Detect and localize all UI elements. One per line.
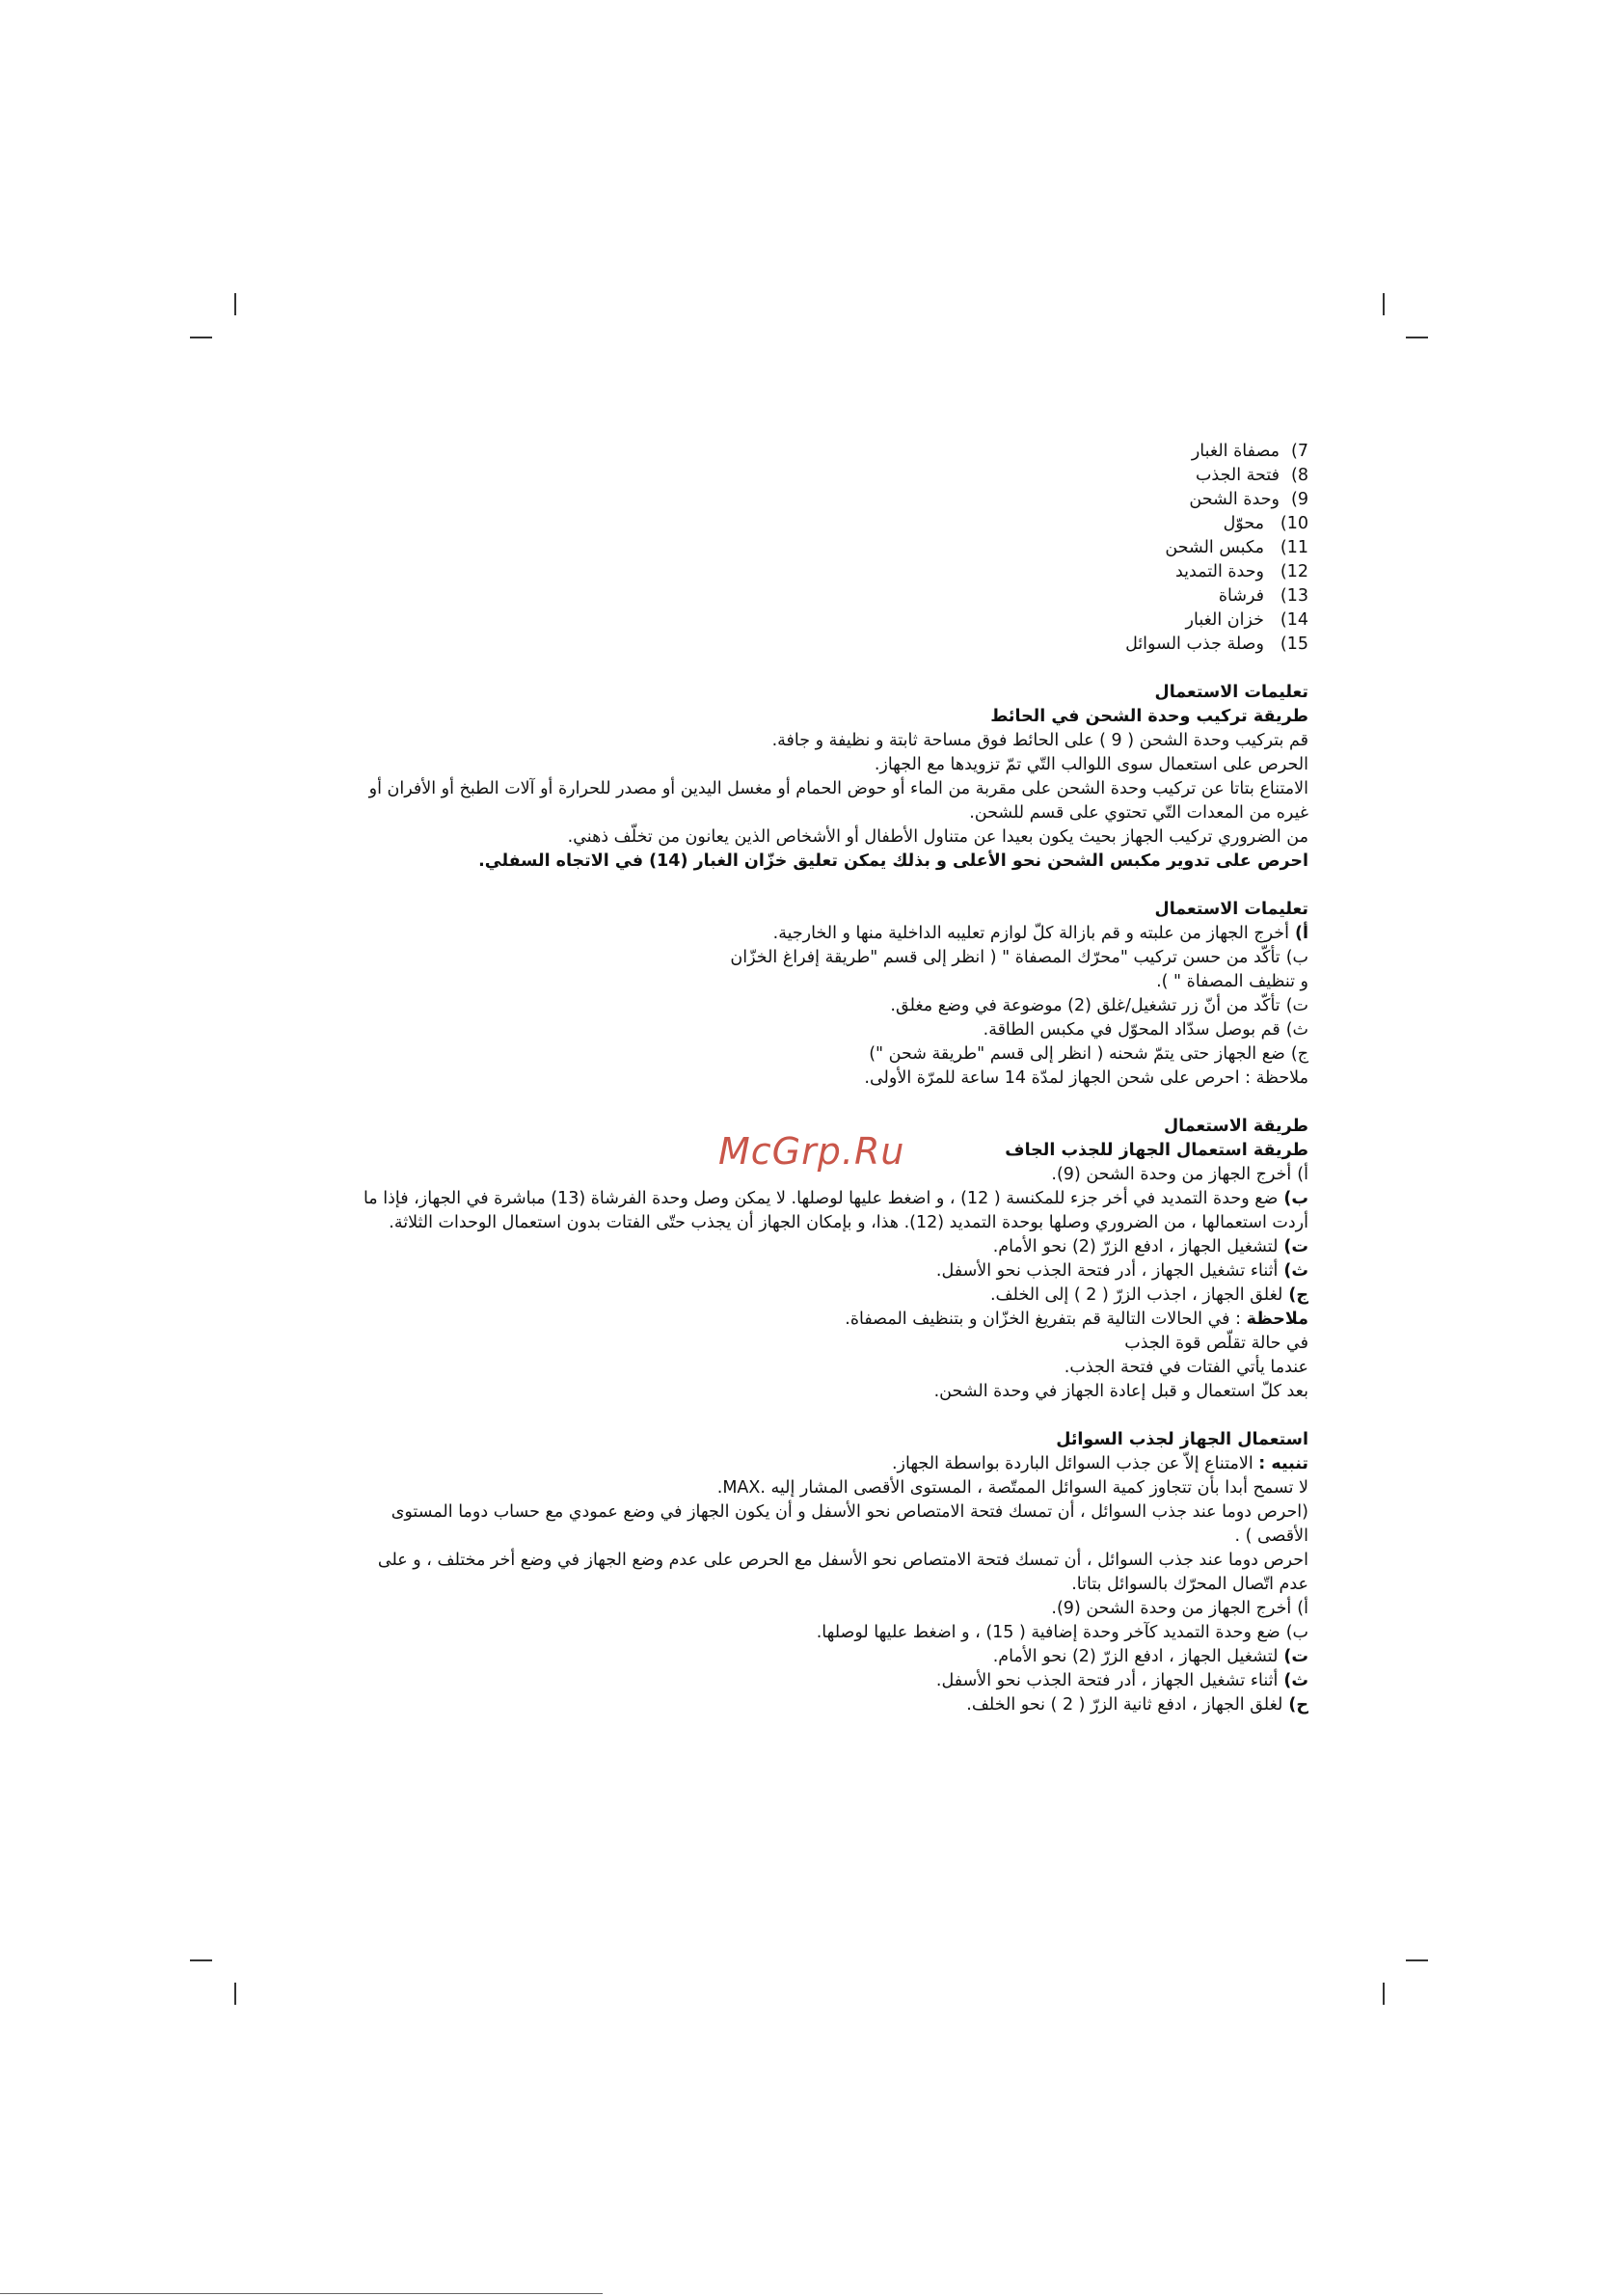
step-text: ضع وحدة التمديد كآخر وحدة إضافية ( 15) ، و اضغط عليها لوصلها. [816,1623,1280,1642]
step-line [280,1597,1308,1621]
paragraph-line: غيره من المعدات التّي تحتوي على قسم للشحن. [969,803,1308,823]
step-line [280,1693,1308,1717]
crop-mark-bottom-right-vertical [1383,1983,1385,2005]
warning-line: احرص على تدوير مكبس الشحن نحو الأعلى و بذلك يمكن تعليق خزّان الغبار (14) في الاتجاه السفلي. [478,851,1308,871]
note-label: ملاحظة [1246,1310,1308,1329]
step-text: أخرج الجهاز من وحدة الشحن (9). [1051,1599,1292,1618]
note-line [280,1356,1308,1380]
list-item [280,488,1308,512]
list-item [280,464,1308,488]
paragraph-line: الحرص على استعمال سوى اللوالب التّي تمّ تزويدها مع الجهاز. [874,755,1308,774]
item-label: خزان الغبار [1185,610,1264,630]
watermark-text: McGrp.Ru [718,1130,905,1173]
document-body [280,440,1308,1717]
step-line [280,946,1308,970]
step-line [280,1211,1308,1235]
crop-mark-bottom-left-horizontal [190,1959,212,1961]
step-label: ب) [1285,1623,1308,1642]
step-text: قم بوصل سدّاد المحوّل في مكبس الطاقة. [983,1020,1280,1040]
note-line [280,1067,1308,1091]
item-number: 10) [1280,514,1308,533]
step-label: ت) [1285,996,1308,1015]
step-label: أ) [1297,1165,1308,1184]
step-text: الامتناع إلاّ عن جذب السوائل الباردة بواسطة الجهاز. [891,1454,1253,1473]
note-line [280,1308,1308,1332]
step-line [280,1645,1308,1669]
section-heading: تعليمات الاستعمال [1154,683,1308,702]
paragraph-line [280,1500,1308,1525]
item-number: 11) [1280,538,1308,557]
crop-mark-top-right-horizontal [1406,337,1428,338]
list-item [280,633,1308,657]
item-number: 14) [1280,610,1308,630]
list-item [280,536,1308,560]
step-label: ج) [1290,1044,1308,1064]
step-line [280,994,1308,1018]
list-item [280,440,1308,464]
paragraph-line [280,1525,1308,1549]
item-label: مكبس الشحن [1165,538,1264,557]
step-text: بعد كلّ استعمال و قبل إعادة الجهاز في وحدة الشحن. [933,1382,1308,1401]
crop-mark-bottom-right-horizontal [1406,1959,1428,1961]
step-text: أخرج الجهاز من علبته و قم بازالة كلّ لوازم تعليبه الداخلية منها و الخارجية. [772,924,1289,943]
step-line [280,922,1308,946]
item-label: وصلة جذب السوائل [1125,635,1264,654]
step-label: ب) [1285,948,1308,967]
step-text: أردت استعمالها ، من الضروري وصلها بوحدة التمديد (12). هذا، و بإمكان الجهاز أن يجذب حتّى الفتات بدون استعمال الوحدات الثلاثة. [389,1213,1308,1232]
item-number: 13) [1280,586,1308,606]
list-item [280,584,1308,608]
step-text: (احرص دوما عند جذب السوائل ، أن تمسك فتحة الامتصاص نحو الأسفل و أن يكون الجهاز في وضع عمودي مع حساب دوما المستوى [391,1502,1308,1522]
section-subheading: طريقة تركيب وحدة الشحن في الحائط [990,707,1308,726]
item-label: فتحة الجذب [1195,466,1280,485]
item-number: 7) [1291,442,1308,461]
step-text: : في الحالات التالية قم بتفريغ الخزّان و بتنظيف المصفاة. [845,1310,1242,1329]
step-text: عندما يأتي الفتات في فتحة الجذب. [1064,1358,1308,1377]
step-text: لتشغيل الجهاز ، ادفع الزرّ (2) نحو الأمام. [992,1647,1279,1666]
step-line [280,970,1308,994]
step-line [280,1669,1308,1693]
list-item [280,608,1308,633]
crop-mark-top-left-horizontal [190,337,212,338]
step-line [280,1042,1308,1067]
step-label: ب) [1283,1189,1308,1208]
item-number: 8) [1291,466,1308,485]
step-line [280,1259,1308,1283]
section-heading: استعمال الجهاز لجذب السوائل [1056,1430,1308,1449]
step-label: أ) [1295,924,1308,943]
step-label: ج) [1288,1285,1308,1305]
parts-list [280,440,1308,657]
item-label: وحدة التمديد [1174,562,1264,581]
step-text: تأكّد من حسن تركيب "محرّك المصفاة " ( انظر إلى قسم "طريقة إفراغ الخزّان [730,948,1280,967]
list-item [280,560,1308,584]
paragraph-line [280,1476,1308,1500]
step-text: ملاحظة : احرص على شحن الجهاز لمدّة 14 ساعة للمرّة الأولى. [864,1068,1308,1088]
step-text: لغلق الجهاز ، اجذب الزرّ ( 2 ) إلى الخلف. [989,1285,1283,1305]
bottom-rule [0,2293,603,2294]
list-item [280,512,1308,536]
step-text: تأكّد من أنّ زر تشغيل/غلق (2) موضوعة في وضع مغلق. [890,996,1280,1015]
step-text: لغلق الجهاز ، ادفع ثانية الزرّ ( 2 ) نحو الخلف. [966,1695,1283,1715]
paragraph-line [280,1573,1308,1597]
item-label: مصفاة الغبار [1191,442,1280,461]
item-number: 9) [1291,490,1308,509]
item-label: فرشاة [1218,586,1264,606]
step-label: ت) [1283,1647,1308,1666]
step-text: الأقصى ) . [1234,1526,1308,1546]
step-line [280,1283,1308,1308]
step-text: أثناء تشغيل الجهاز ، أدر فتحة الجذب نحو الأسفل. [935,1261,1279,1281]
step-text: و تنظيف المصفاة " ). [1156,972,1308,991]
crop-mark-bottom-left-vertical [234,1983,236,2005]
step-text: أخرج الجهاز من وحدة الشحن (9). [1051,1165,1292,1184]
step-text: في حالة تقلّص قوة الجذب [1124,1334,1308,1353]
note-line [280,1332,1308,1356]
step-text: لا تسمح أبدا بأن تتجاوز كمية السوائل الممتّصة ، المستوى الأقصى المشار إليه .MAX. [716,1478,1308,1498]
item-label: وحدة الشحن [1189,490,1280,509]
step-text: ضع وحدة التمديد في أخر جزء للمكنسة ( 12) ، و اضغط عليها لوصلها. لا يمكن وصل وحدة الفرشاة (13) مباشرة في الجهاز، فإذا ما [363,1189,1279,1208]
step-label: ث) [1283,1261,1308,1281]
paragraph-line: قم بتركيب وحدة الشحن ( 9 ) على الحائط فوق مساحة ثابتة و نظيفة و جافة. [771,731,1308,750]
step-label: ت) [1283,1237,1308,1256]
step-text: ضع الجهاز حتى يتمّ شحنه ( انظر إلى قسم "طريقة شحن ") [869,1044,1285,1064]
step-label: أ) [1297,1599,1308,1618]
crop-mark-top-left-vertical [234,293,236,315]
paragraph-line: الامتناع بتاتا عن تركيب وحدة الشحن على مقربة من الماء أو حوض الحمام أو مغسل اليدين أو مصدر للحرارة أو آلات الطبخ أو الأفران أو [368,779,1308,798]
step-text: لتشغيل الجهاز ، ادفع الزرّ (2) نحو الأمام. [992,1237,1279,1256]
item-label: محوّل [1223,514,1264,533]
step-line [280,1018,1308,1042]
section-heading: طريقة الاستعمال [1164,1117,1308,1136]
item-number: 12) [1280,562,1308,581]
note-line [280,1380,1308,1404]
paragraph-line: من الضروري تركيب الجهاز بحيث يكون بعيدا عن متناول الأطفال أو الأشخاص الذين يعانون من تخلّف ذهني. [567,827,1308,847]
section-subheading: طريقة استعمال الجهاز للجذب الجاف [1005,1141,1308,1160]
step-text: احرص دوما عند جذب السوائل ، أن تمسك فتحة الامتصاص نحو الأسفل مع الحرص على عدم وضع الجهاز في وضع أخر مختلف ، و على [377,1551,1308,1570]
step-label: ث) [1285,1020,1308,1040]
warning-label: تنبيه : [1258,1454,1308,1473]
step-label: ث) [1283,1671,1308,1690]
step-label: ح) [1288,1695,1308,1715]
step-text: عدم اتّصال المحرّك بالسوائل بتاتا. [1071,1575,1308,1594]
section-heading: تعليمات الاستعمال [1154,900,1308,919]
step-line [280,1235,1308,1259]
step-text: أثناء تشغيل الجهاز ، أدر فتحة الجذب نحو الأسفل. [935,1671,1279,1690]
step-line [280,1187,1308,1211]
crop-mark-top-right-vertical [1383,293,1385,315]
step-line [280,1621,1308,1645]
item-number: 15) [1280,635,1308,654]
warning-line [280,1452,1308,1476]
paragraph-line [280,1549,1308,1573]
